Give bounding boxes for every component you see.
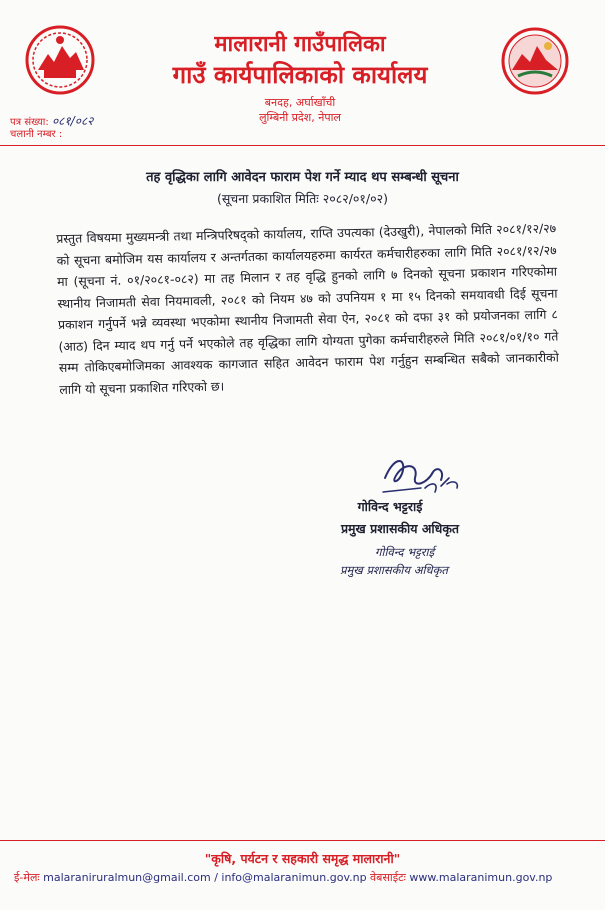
signatory-name: गोविन्द भट्टराई [357,499,423,514]
dispatch-number-label: चलानी नम्बर : [10,129,63,140]
footer-motto: "कृषि, पर्यटन र सहकारी समृद्ध मालारानी" [204,851,401,866]
address-line: बनदह, अर्घाखाँची [264,96,336,109]
notice-body: प्रस्तुत विषयमा मुख्यमन्त्री तथा मन्त्रिपरिषद्को कार्यालय, राप्ति उपत्यका (देउखुरी), नेपालको मिति २०८१/१२/२७ को सूचना बमोजिम यस कार्यालय र अन्तर्गतका कार्यालयहरुमा कार्यरत कर्मचारीहरुका लागि मिति २०८१/१२/२७ मा (सूचना नं. ०१/२०८१-०८२) मा तह मिलान र तह वृद्धि हुनको लागि ७ दिनको सूचना प्रकाशन गरिएकोमा स्थानीय निजामती सेवा नियमावली, २०८१ को नियम ४७ को उपनियम १ मा १५ दिनको समयावधी दिई सूचना प्रकाशन गर्नुपर्ने भन्ने व्यवस्था भएकोमा स्थानीय निजामती सेवा ऐन, २०८१ को दफा ३१ को प्रयोजनका लागि ८ (आठ) दिन म्याद थप गर्नु पर्ने भएकोले तह वृद्धिका लागि योग्यता पुगेका कर्मचारीहरुले मिति २०८१/०१/१० गते सम्म तोकिएबमोजिमका आवश्यक कागजात सहित आवेदन फाराम पेश गर्नुहुन सम्बन्धित सबैको जानकारीको लागि यो सूचना प्रकाशित गरिएको छ। [56,220,559,397]
government-emblem-icon [24,24,96,96]
website-label: वेबसाईटः [370,871,406,884]
office-name: गाउँ कार्यपालिकाको कार्यालय [172,61,428,89]
notice-heading: तह वृद्धिका लागि आवेदन फाराम पेश गर्ने म्याद थप सम्बन्धी सूचना [146,170,459,185]
website-value: www.malaranimun.gov.np [409,871,553,884]
email-label: ई-मेलः [14,871,40,884]
province-line: लुम्बिनी प्रदेश, नेपाल [259,111,341,124]
municipality-logo-icon [500,26,570,96]
footer-contact [14,870,594,885]
municipality-name: मालारानी गाउँपालिका [214,32,386,57]
reference-value: ०८१/०८२ [51,114,94,128]
stamp-designation: प्रमुख प्रशासकीय अधिकृत [340,563,448,577]
email-value: malaraniruralmun@gmail.com / info@malaranimun.gov.np [43,871,367,884]
footer-divider [0,840,605,841]
signatory-designation: प्रमुख प्रशासकीय अधिकृत [340,521,460,536]
reference-label: पत्र संख्या: [10,117,49,128]
header-divider [0,145,605,146]
stamp-name: गोविन्द भट्टराई [375,545,435,559]
notice-published-date: (सूचना प्रकाशित मितिः २०८२/०१/०२) [216,191,389,206]
